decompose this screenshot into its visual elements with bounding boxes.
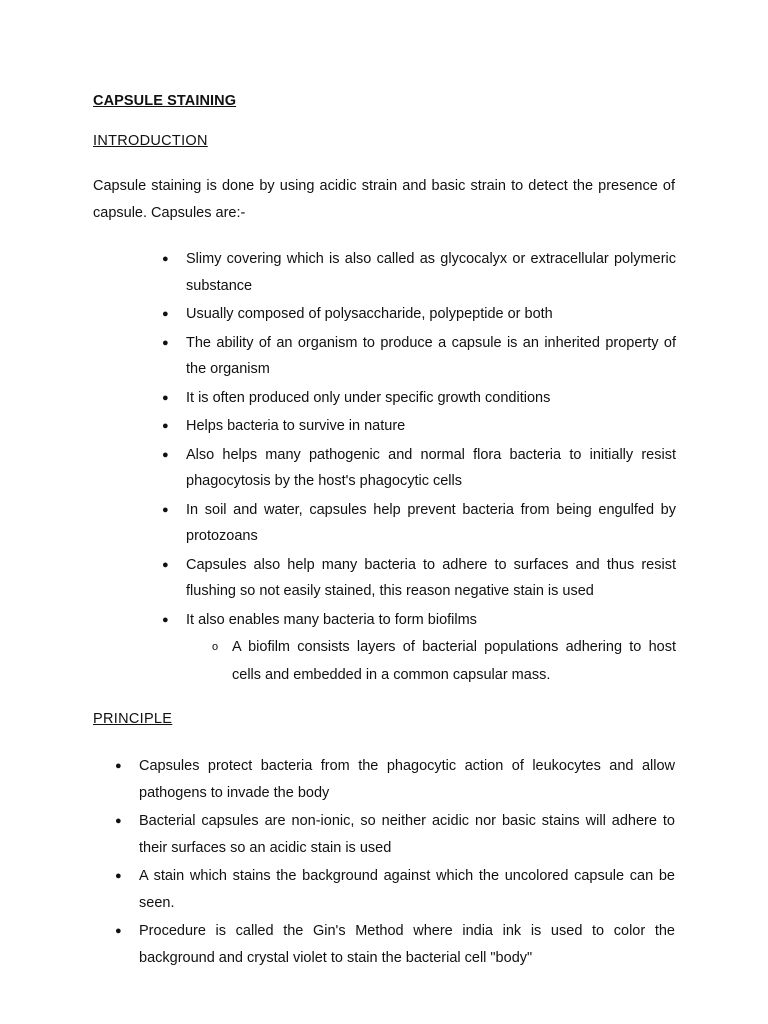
- list-item: [162, 330, 676, 383]
- list-item-text: It is often produced only under specific growth conditions: [186, 389, 551, 406]
- bullet-icon: ●: [162, 448, 169, 461]
- list-item-text: Slimy covering which is also called as glycocalyx or extracellular polymeric substance: [186, 251, 676, 294]
- introduction-sub-list: [212, 633, 676, 691]
- bullet-icon: ●: [162, 336, 169, 349]
- list-item: [162, 385, 676, 412]
- list-item-text: Bacterial capsules are non-ionic, so neither acidic nor basic stains will adhere to their surfaces so an acidic stain is used: [139, 813, 675, 856]
- bullet-icon: ●: [162, 253, 169, 265]
- bullet-icon: ●: [115, 815, 122, 827]
- list-item: [115, 753, 675, 806]
- list-item: [115, 808, 675, 861]
- list-item: [162, 552, 676, 605]
- principle-heading: PRINCIPLE: [93, 711, 173, 727]
- bullet-icon: ●: [115, 760, 122, 772]
- sub-list-item: [212, 633, 676, 689]
- list-item: [115, 918, 675, 971]
- list-item: [162, 497, 676, 550]
- bullet-icon: ●: [162, 503, 169, 516]
- list-item-text: Capsules protect bacteria from the phagocytic action of leukocytes and allow pathogens to invade the body: [139, 758, 675, 801]
- list-item: [115, 863, 675, 916]
- introduction-list: [162, 246, 676, 635]
- list-item-text: A stain which stains the background against which the uncolored capsule can be seen.: [139, 868, 675, 911]
- introduction-paragraph: Capsule staining is done by using acidic strain and basic strain to detect the presence of capsule. Capsules are:-: [93, 178, 675, 221]
- bullet-icon: ●: [115, 870, 122, 882]
- list-item-text: Also helps many pathogenic and normal flora bacteria to initially resist phagocytosis by the host's phagocytic cells: [186, 446, 676, 489]
- document-title: CAPSULE STAINING: [93, 93, 237, 109]
- sub-list-item-text: A biofilm consists layers of bacterial populations adhering to host cells and embedded in a common capsular mass.: [232, 639, 676, 683]
- list-item-text: Capsules also help many bacteria to adhere to surfaces and thus resist flushing so not easily stained, this reason negative stain is used: [186, 556, 676, 599]
- bullet-icon: ●: [115, 925, 122, 937]
- introduction-heading: INTRODUCTION: [93, 133, 208, 149]
- list-item: [162, 246, 676, 299]
- principle-list: [115, 753, 675, 973]
- list-item: [162, 607, 676, 634]
- bullet-icon: ●: [162, 420, 169, 432]
- list-item: [162, 442, 676, 495]
- bullet-icon: ●: [162, 613, 169, 626]
- list-item: [162, 413, 676, 440]
- list-item-text: It also enables many bacteria to form biofilms: [186, 611, 477, 628]
- sub-bullet-icon: o: [212, 641, 219, 653]
- list-item-text: Usually composed of polysaccharide, polypeptide or both: [186, 306, 553, 322]
- list-item-text: Procedure is called the Gin's Method where india ink is used to color the background and crystal violet to stain the bacterial cell "body": [139, 923, 675, 966]
- list-item-text: The ability of an organism to produce a capsule is an inherited property of the organism: [186, 334, 676, 377]
- list-item: [162, 301, 676, 328]
- bullet-icon: ●: [162, 308, 169, 320]
- bullet-icon: ●: [162, 391, 169, 404]
- list-item-text: Helps bacteria to survive in nature: [186, 418, 406, 434]
- list-item-text: In soil and water, capsules help prevent bacteria from being engulfed by protozoans: [186, 501, 676, 544]
- bullet-icon: ●: [162, 558, 169, 571]
